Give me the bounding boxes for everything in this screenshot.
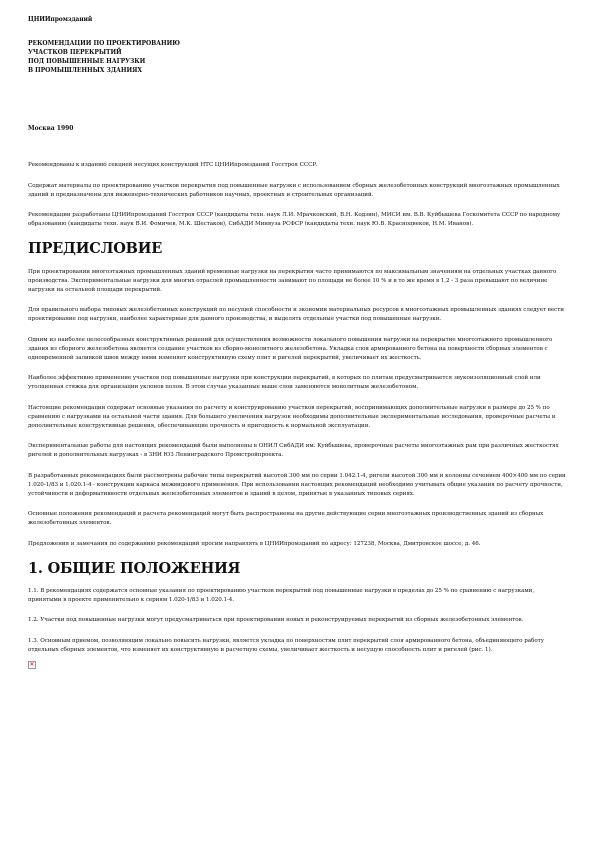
preface-paragraph: Основные положения рекомендаций и расчета рекомендаций могут быть распространены на другие действующие серии многоэтажных производственных зданий из сборных железобетонных элементов.	[28, 511, 544, 527]
section-paragraph: 1.3. Основным приемом, позволяющим локально повысить нагрузки, является укладка по поверхностям плит перекрытий слоя армированного бетона, объединяющего работу отдельных сборных элементов, что изменяет их конструктивную и расчетную схемы, увеличивает жесткость и несущую способность плит и ригелей (рис. 1).	[28, 638, 544, 653]
preface-body	[28, 268, 567, 549]
section-paragraph: 1.2. Участки под повышенные нагрузки могут предусматриваться при проектировании новых и реконструируемых перекрытий из сборных железобетонных элементов.	[28, 617, 524, 624]
preface-paragraph: Предложения и замечания по содержанию рекомендаций просим направлять в ЦНИИпромзданий по адресу: 127238, Москва, Дмитровское шоссе, д. 46.	[28, 540, 481, 547]
title-line: ПОД ПОВЫШЕННЫЕ НАГРУЗКИ	[28, 58, 146, 65]
title-line: УЧАСТКОВ ПЕРЕКРЫТИЙ	[28, 49, 122, 56]
section-paragraph: 1.1. В рекомендациях содержатся основные указания по проектированию участков перекрытий под повышенные нагрузки в пределах до 25 % по сравнению с нагрузками, принятыми в проекте применительно к сериям 1.020-1/83 и 1.020.1-4.	[28, 587, 535, 603]
title-line: В ПРОМЫШЛЕННЫХ ЗДАНИЯХ	[28, 67, 142, 74]
approval-note: Рекомендованы к изданию секцией несущих конструкций НТС ЦНИИпромзданий Госстроя СССР.	[28, 162, 318, 168]
preface-paragraph: Одним из наиболее целесообразных конструктивных решений для осуществления возможности локального повышения нагрузки на перекрытие многоэтажного промышленного здания из сборного железобетона является создание участков из сборно-монолитного железобетона. Укладка слоя армированного бетона на поверхности сборных элементов с одновременной заливкой швов между ними изменяет конструктивную схему плит и ригелей перекрытий, увеличивает их жесткость.	[28, 336, 553, 361]
contents-note: Содержат материалы по проектированию участков перекрытия под повышенные нагрузки с использованием сборных железобетонных конструкций многоэтажных промышленных зданий и предназначены для инженерно-технических работников научных, проектных и строительных организаций.	[28, 182, 560, 198]
organization-name: ЦНИИпромзданий	[28, 16, 93, 23]
preface-paragraph: Для правильного выбора типовых железобетонных конструкций по несущей способности и экономии материальных ресурсов в многоэтажных промышленных зданиях следует вести проектирование под нагрузки, наиболее характерные для данного производства, и выделять отдельные участки под повышенные нагрузки.	[28, 307, 564, 323]
preface-heading: ПРЕДИСЛОВИЕ	[28, 239, 163, 257]
preface-paragraph: Наиболее эффективно применение участков под повышенные нагрузки при конструкции перекрытий, в которых по плитам предусматривается звукоизоляционный слой или утолщенная стяжка для организации уклонов полов. В этом случае указанные выше слои заменяются монолитным железобетоном.	[28, 375, 541, 391]
preface-paragraph: В разработанных рекомендациях были рассмотрены рабочие типы перекрытий высотой 300 мм по серии 1.042.1-4, ригели высотой 300 мм и колонны сечением 400×400 мм по серии 1.020-1/83 и 1.020.1-4 - конструкции каркаса межвидового применения. При использовании настоящих рекомендаций необходимо учитывать общие указания по расчету прочности, устойчивости и деформативности отдельных железобетонных элементов и зданий в целом, принятые в указанных типовых сериях.	[28, 472, 566, 497]
preface-paragraph: Настоящие рекомендации содержат основные указания по расчету и конструированию участков перекрытий, воспринимающих дополнительные нагрузки в размере до 25 % по сравнению с нагрузками на остальной части здания. Для большего увеличения нагрузок необходимы дополнительные экспериментальные исследования, проверочные расчеты и дополнительные конструктивные решения, обеспечивающие прочность и пригодность к нормальной эксплуатации.	[28, 404, 556, 429]
document-title	[28, 39, 567, 75]
broken-image-icon[interactable]: ✕	[29, 660, 35, 668]
title-line: РЕКОМЕНДАЦИИ ПО ПРОЕКТИРОВАНИЮ	[28, 40, 180, 47]
preface-paragraph: Экспериментальные работы для настоящих рекомендаций были выполнены в ОНИЛ СибАДИ им. Куйбышева, проверочные расчеты многоэтажных рам при различных жесткостях ригелей и дополнительных нагрузках - в ЗНИ ЮЗ Ленинградского Промстройпроекта.	[28, 443, 559, 459]
section-general-body	[28, 587, 567, 655]
authors-note: Рекомендации разработаны ЦНИИпромзданий Госстроя СССР (кандидаты техн. наук Л.И. Мрачковский, В.Н. Кодзин), МИСИ им. В.В. Куйбышева Госкомитета СССР по народному образованию (кандидаты техн. наук В.И. Фомичев, М.К. Шестаков), СибАДИ Минвуза РСФСР (кандидаты техн. наук Ю.В. Красноцвеков, Н.М. Иванов).	[28, 212, 561, 228]
section-heading-general: 1. ОБЩИЕ ПОЛОЖЕНИЯ	[28, 559, 241, 577]
preface-paragraph: При проектировании многоэтажных промышленных зданий временные нагрузки на перекрытия часто принимаются по максимальным значениям на отдельных участках данного производства. Экспериментальные нагрузки для многих отраслей промышленности занимают по площади не более 10 % и в то же время в 1,2 - 3 раза превышают по величине нагрузки на остальной площади перекрытий.	[28, 268, 557, 293]
city-year: Москва 1990	[28, 125, 74, 132]
